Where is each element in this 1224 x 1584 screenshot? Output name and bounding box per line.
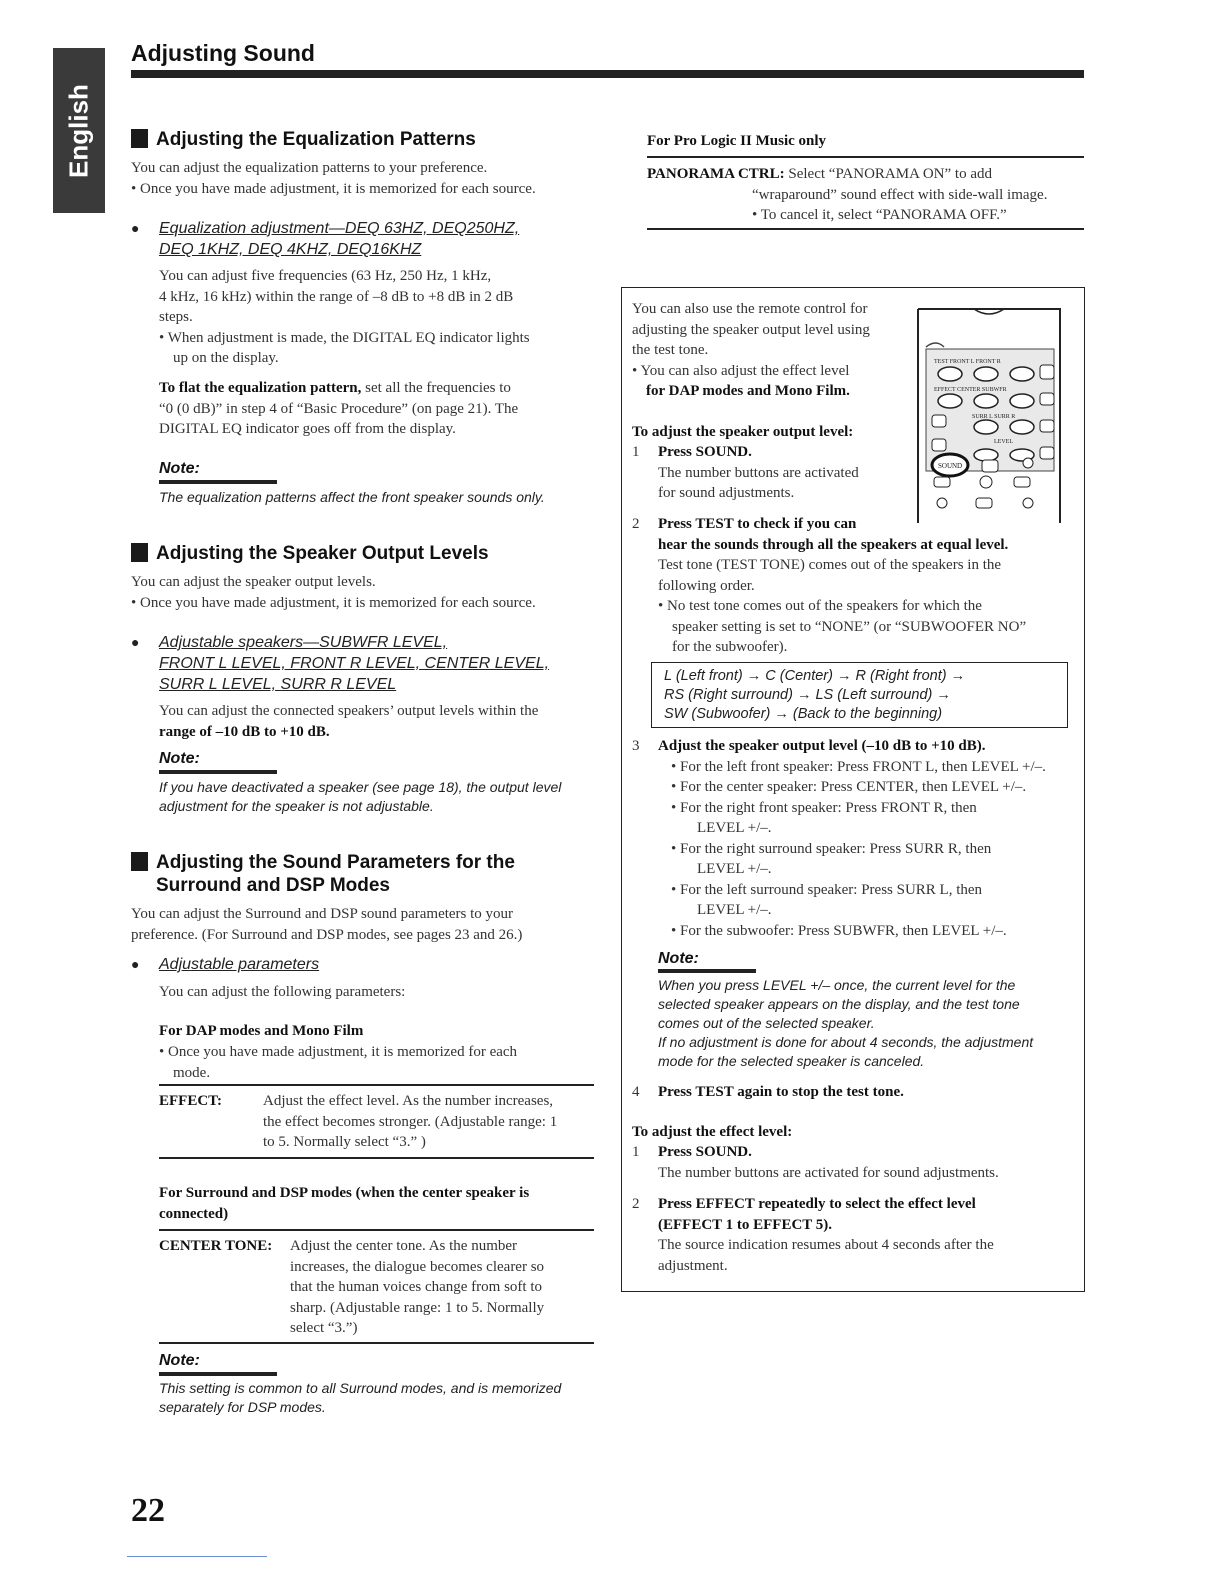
eq-intro: You can adjust the equalization patterns to your preference. — [131, 160, 488, 176]
table-rule — [159, 1157, 594, 1159]
box-note: When you press LEVEL +/– once, the current level for the selected speaker appears on the display, and the test tone comes out of the selected speaker. If no adjustment is done for about 4 seconds, the adjustment mode for the selected speaker is canceled. — [658, 977, 1034, 1069]
spk-intro-bullet: • Once you have made adjustment, it is memorized for each source. — [131, 595, 536, 611]
panorama-text: PANORAMA CTRL: Select “PANORAMA ON” to add “wraparound” sound effect with side-wall image. • To cancel it, select “PANORAMA OFF.” — [647, 166, 1048, 223]
snd-note-label: Note: — [159, 1352, 200, 1369]
center-desc: Adjust the center tone. As the number increases, the dialogue becomes clearer so that the human voices change from soft to sharp. (Adjustable range: 1 to 5. Normally select “3.”) — [290, 1238, 545, 1336]
page-number: 22 — [131, 1492, 165, 1529]
snd-note: This setting is common to all Surround modes, and is memorized separately for DSP modes. — [159, 1380, 562, 1415]
eq-flat-text: To flat the equalization pattern, set all the frequencies to “0 (0 dB)” in step 4 of “Basic Procedure” (on page 21). The DIGITAL EQ indicator goes off from the display. — [159, 380, 519, 437]
table-rule — [159, 1229, 594, 1231]
spk-body: You can adjust the connected speakers’ output levels within the range of –10 dB to +10 dB. — [159, 703, 539, 740]
eq-note: The equalization patterns affect the front speaker sounds only. — [159, 489, 545, 505]
section-marker-icon — [131, 852, 148, 871]
spk-note: If you have deactivated a speaker (see page 18), the output level adjustment for the speaker is not adjustable. — [159, 779, 562, 814]
plii-title: For Pro Logic II Music only — [647, 133, 827, 149]
table-rule — [159, 1084, 594, 1086]
eq-note-label: Note: — [159, 460, 200, 477]
spk-note-label: Note: — [159, 750, 200, 767]
remote-row1-label: TEST FRONT L FRONT R — [934, 359, 1001, 365]
step-1: 1 Press SOUND. The number buttons are activated for sound adjustments. — [632, 444, 859, 501]
effect-step-2: 2 Press EFFECT repeatedly to select the effect level (EFFECT 1 to EFFECT 5). The source indication resumes about 4 seconds after the adjustment. — [632, 1196, 994, 1274]
dap-bullet: • Once you have made adjustment, it is memorized for each mode. — [159, 1044, 518, 1081]
note-rule — [159, 1372, 277, 1376]
step-2: 2 Press TEST to check if you can hear the sounds through all the speakers at equal level. Test tone (TEST TONE) comes out of the speakers in the following order. • No test tone comes out of the speakers for which the speaker setting is set to “NONE” (or “SUBWOOFER NO” for the subwoofer). — [632, 516, 1027, 655]
bullet-dot-icon: ● — [131, 634, 140, 650]
bullet-dot-icon: ● — [131, 956, 140, 972]
bullet-dot-icon: ● — [131, 220, 140, 236]
note-rule — [658, 969, 756, 973]
effect-procedure-title: To adjust the effect level: — [632, 1124, 793, 1140]
effect-term: EFFECT: — [159, 1093, 223, 1109]
section-marker-icon — [131, 129, 148, 148]
snd-intro: You can adjust the Surround and DSP sound parameters to your preference. (For Surround and DSP modes, see pages 23 and 26.) — [131, 906, 523, 943]
note-rule — [159, 770, 277, 774]
remote-row2-label: EFFECT CENTER SUBWFR — [934, 387, 1007, 393]
snd-body: You can adjust the following parameters: — [159, 984, 406, 1000]
snd-item-title: ● Adjustable parameters — [131, 956, 320, 973]
eq-item-title: ● Equalization adjustment—DEQ 63HZ, DEQ250HZ, DEQ 1KHZ, DEQ 4KHZ, DEQ16KHZ — [131, 220, 520, 258]
spk-item-title: ● Adjustable speakers—SUBWFR LEVEL, FRONT L LEVEL, FRONT R LEVEL, CENTER LEVEL, SURR L LEVEL, SURR R LEVEL — [131, 634, 550, 693]
language-tab-label: English — [63, 83, 94, 178]
eq-heading: Adjusting the Equalization Patterns — [131, 128, 476, 151]
spk-procedure-title: To adjust the speaker output level: — [632, 424, 854, 440]
center-term: CENTER TONE: — [159, 1238, 273, 1254]
page-title: Adjusting Sound — [131, 40, 315, 66]
dap-title: For DAP modes and Mono Film — [159, 1023, 364, 1039]
eq-body: You can adjust five frequencies (63 Hz, 250 Hz, 1 kHz, 4 kHz, 16 kHz) within the range of –8 dB to +8 dB in 2 dB steps. • When adjustment is made, the DIGITAL EQ indicator lights up on the display. — [159, 268, 530, 366]
eq-intro-bullet: • Once you have made adjustment, it is memorized for each source. — [131, 181, 536, 197]
step-4: 4 Press TEST again to stop the test tone. — [632, 1084, 904, 1100]
table-rule — [647, 228, 1084, 230]
test-tone-order: L (Left front) → C (Center) → R (Right front) → RS (Right surround) → LS (Left surround) → SW (Subwoofer) → (Back to the beginning) — [664, 668, 966, 722]
table-rule — [159, 1342, 594, 1344]
remote-sound-label: SOUND — [938, 462, 963, 470]
effect-desc: Adjust the effect level. As the number increases, the effect becomes stronger. (Adjustable range: 1 to 5. Normally select “3.” ) — [263, 1093, 558, 1150]
spk-intro: You can adjust the speaker output levels. — [131, 574, 376, 590]
table-rule — [647, 156, 1084, 158]
section-marker-icon — [131, 543, 148, 562]
remote-row3-label: SURR L SURR R — [972, 414, 1016, 420]
center-title: For Surround and DSP modes (when the center speaker is connected) — [159, 1185, 530, 1222]
language-tab — [53, 48, 105, 213]
remote-row4-label: LEVEL — [994, 439, 1013, 445]
note-rule — [159, 480, 277, 484]
box-note-label: Note: — [658, 950, 699, 967]
page-link-underline — [127, 1556, 267, 1557]
title-rule — [131, 70, 1084, 78]
effect-step-1: 1 Press SOUND. The number buttons are activated for sound adjustments. — [632, 1144, 999, 1181]
step-3: 3 Adjust the speaker output level (–10 dB to +10 dB). • For the left front speaker: Press FRONT L, then LEVEL +/–. • For the center speaker: Press CENTER, then LEVEL +/–. • For the right front speaker: Press FRONT R, then LEVEL +/–. • For the right surround speaker: Press SURR R, then LEVEL +/–. • For the left surround speaker: Press SURR L, then LEVEL +/–. • For the subwoofer: Press SUBWFR, then LEVEL +/–. — [632, 738, 1046, 939]
box-intro: You can also use the remote control for adjusting the speaker output level using the test tone. • You can also adjust the effect level for DAP modes and Mono Film. — [632, 301, 870, 399]
spk-heading: Adjusting the Speaker Output Levels — [131, 542, 489, 565]
snd-heading: Adjusting the Sound Parameters for the Surround and DSP Modes — [131, 851, 515, 897]
